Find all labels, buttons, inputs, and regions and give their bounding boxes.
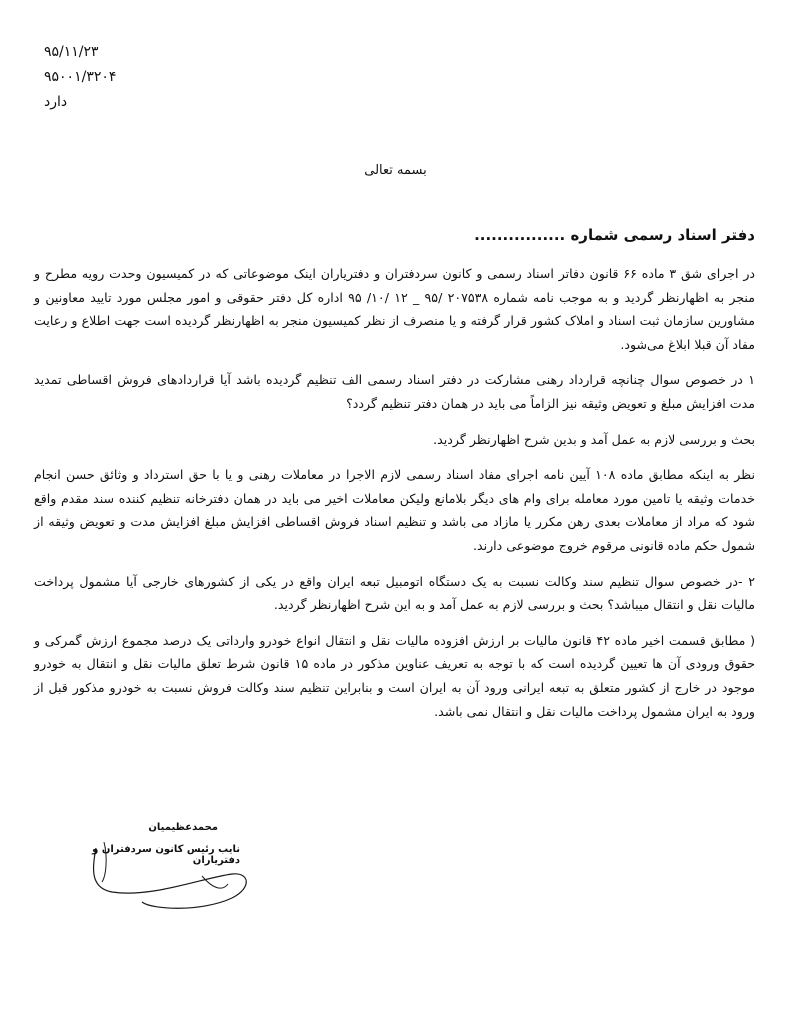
letter-metadata <box>44 40 116 115</box>
letter-date: ۹۵/۱۱/۲۳ <box>44 44 99 60</box>
body-paragraph-question-1: ۱ در خصوص سوال چنانچه قرارداد رهنی مشارکت در دفتر اسناد رسمی الف تنظیم گردیده باشد آیا قراردادهای فروش اقساطی تمدید مدت افزایش مبلغ و تعویض وثیقه نیز الزاماً می باید در همان دفتر تنظیم گردد؟ <box>34 372 755 411</box>
body-paragraph-discussion-1: بحث و بررسی لازم به عمل آمد و بدین شرح اظهارنظر گردید. <box>433 431 755 447</box>
body-paragraph-answer-1: نظر به اینکه مطابق ماده ۱۰۸ آیین نامه اجرای مفاد اسناد رسمی لازم الاجرا در معاملات رهنی و یا با حق استرداد و وثائق حسن انجام خدمات وثیقه یا تامین مورد معامله برای وام های دیگر بلامانع ولیکن معاملات اخیر می باید در همان دفترخانه تنظیم کننده سند مقدم واقع شود که مراد از معاملات بعدی رهن مکرر یا مازاد می باشد و تنظیم اسناد فروش اقساطی افزایش مبلغ افزایش مدت و تعویض وثیقه از شمول حکم ماده قانونی مرقوم خروج موضوعی دارند. <box>34 467 756 553</box>
signatory-name: محمدعظیمیان <box>148 822 218 833</box>
body-paragraph-intro: در اجرای شق ۳ ماده ۶۶ قانون دفاتر اسناد رسمی و کانون سردفتران و دفتریاران اینک موضوعاتی که در کمیسیون وحدت رویه مطرح و منجر به اظهارنظر گردید و به موجب نامه شماره ۲۰۷۵۳۸ /۹۵ _ ۱۲ /۱۰/ ۹۵ اداره کل دفتر حقوقی و امور مجلس مورد تایید معاونین و مشاورین سازمان ثبت اسناد و املاک کشور قرار گرفته و یا منصرف از نظر کمیسیون منجر به اظهارنظر گردیده است جهت اطلاع و رعایت مفاد آن قبلا ابلاغ می‌شود. <box>34 266 756 352</box>
letter-number: ۹۵۰۰۱/۳۲۰۴ <box>44 69 117 85</box>
bismillah-heading: بسمه تعالی <box>364 163 427 178</box>
letter-attachment: دارد <box>44 94 68 110</box>
body-paragraph-answer-2: ( مطابق قسمت اخیر ماده ۴۲ قانون مالیات بر ارزش افزوده مالیات نقل و انتقال انواع خودرو وارداتی یک درصد مجموع ارزش گمرکی و حقوق ورودی آن ها تعیین گردیده است که با توجه به تعریف عناوین مذکور در ماده ۱۵ قانون شرط تعلق مالیات نقل و انتقال به خودرو موجود در خارج از کشور متعلق به تبعه ایرانی ورود آن به ایران است و بنابراین تنظیم سند وکالت فروش نسبت به خودرو مذکور قبل از ورود به ایران مشمول پرداخت مالیات نقل و انتقال نمی باشد. <box>34 632 756 719</box>
signature-scribble-icon <box>82 818 262 918</box>
signature-block <box>82 818 262 918</box>
body-paragraph-question-2: ۲ -در خصوص سوال تنظیم سند وکالت نسبت به یک دستگاه اتومبیل تبعه ایران واقع در یکی از کشورهای خارجی آیا مشمول پرداخت مالیات نقل و انتقال میباشد؟ بحث و بررسی لازم به عمل آمد و به این شرح اظهارنظر گردید. <box>34 573 755 613</box>
signatory-title: نایب رئیس کانون سردفتران و دفتریاران <box>92 844 240 866</box>
addressee-title: دفتر اسناد رسمی شماره ................ <box>474 226 755 244</box>
letter-body <box>34 262 755 735</box>
